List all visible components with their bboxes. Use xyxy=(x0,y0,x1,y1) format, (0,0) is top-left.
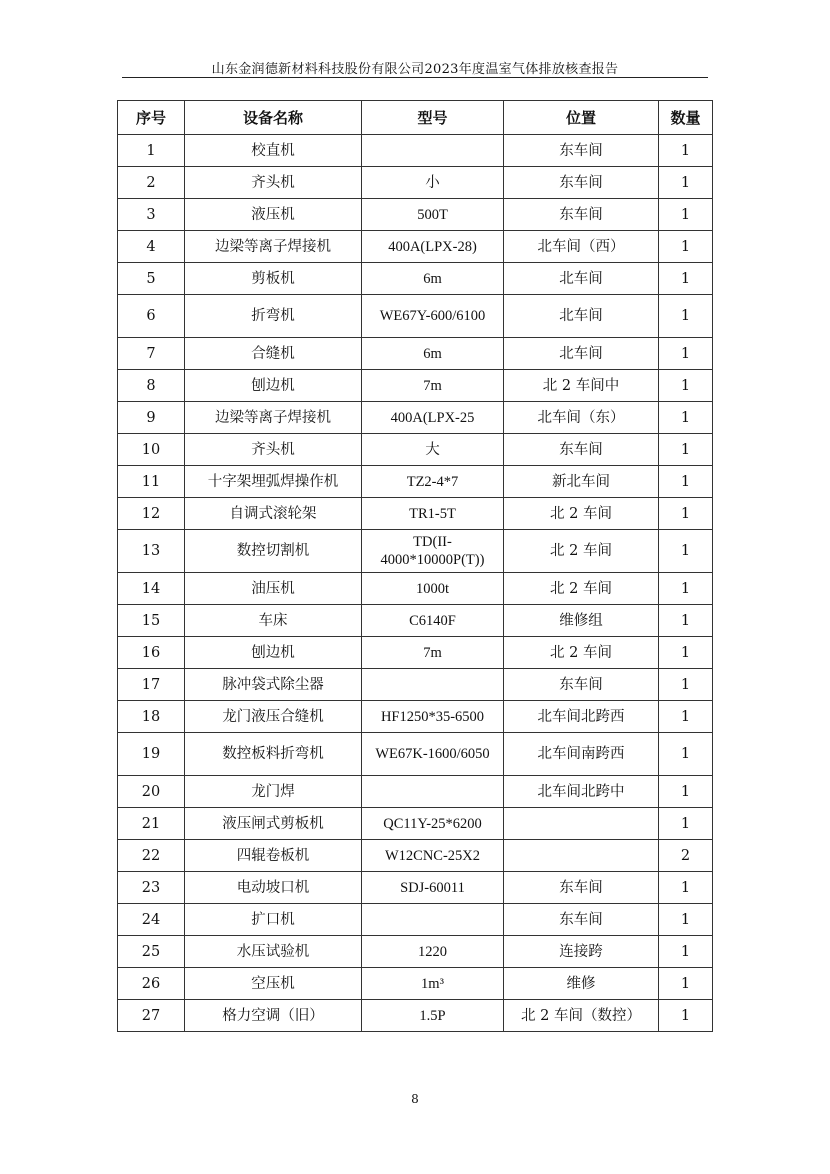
cell-qty: 1 xyxy=(659,776,713,808)
cell-location: 东车间 xyxy=(504,135,659,167)
cell-model: QC11Y-25*6200 xyxy=(362,808,504,840)
cell-name: 水压试验机 xyxy=(185,936,362,968)
cell-qty: 1 xyxy=(659,263,713,295)
cell-qty: 1 xyxy=(659,338,713,370)
cell-location: 新北车间 xyxy=(504,466,659,498)
cell-qty: 1 xyxy=(659,1000,713,1032)
cell-no: 4 xyxy=(118,231,185,263)
cell-no: 15 xyxy=(118,605,185,637)
cell-location: 东车间 xyxy=(504,904,659,936)
cell-no: 12 xyxy=(118,498,185,530)
cell-name: 液压机 xyxy=(185,199,362,231)
cell-model: 1m³ xyxy=(362,968,504,1000)
cell-model: TR1-5T xyxy=(362,498,504,530)
cell-location: 北车间 xyxy=(504,338,659,370)
table-row xyxy=(118,808,713,840)
cell-name: 齐头机 xyxy=(185,167,362,199)
cell-no: 23 xyxy=(118,872,185,904)
cell-qty: 1 xyxy=(659,466,713,498)
table-row xyxy=(118,434,713,466)
cell-qty: 1 xyxy=(659,968,713,1000)
cell-name: 数控切割机 xyxy=(185,530,362,573)
table-row xyxy=(118,199,713,231)
cell-no: 3 xyxy=(118,199,185,231)
header-name: 设备名称 xyxy=(185,101,362,135)
cell-model: C6140F xyxy=(362,605,504,637)
cell-name: 剪板机 xyxy=(185,263,362,295)
cell-qty: 1 xyxy=(659,199,713,231)
cell-model xyxy=(362,904,504,936)
table-row xyxy=(118,135,713,167)
cell-no: 21 xyxy=(118,808,185,840)
cell-name: 龙门液压合缝机 xyxy=(185,701,362,733)
cell-no: 26 xyxy=(118,968,185,1000)
cell-name: 校直机 xyxy=(185,135,362,167)
table-row xyxy=(118,530,713,573)
cell-name: 脉冲袋式除尘器 xyxy=(185,669,362,701)
table-row xyxy=(118,637,713,669)
cell-location: 维修 xyxy=(504,968,659,1000)
table-header-row xyxy=(118,101,713,135)
cell-qty: 1 xyxy=(659,637,713,669)
cell-model: SDJ-60011 xyxy=(362,872,504,904)
page-header: 山东金润德新材料科技股份有限公司2023年度温室气体排放核查报告 xyxy=(211,62,619,77)
cell-no: 1 xyxy=(118,135,185,167)
cell-location: 北车间 xyxy=(504,295,659,338)
cell-qty: 1 xyxy=(659,605,713,637)
cell-location: 北 2 车间 xyxy=(504,637,659,669)
table-row xyxy=(118,701,713,733)
cell-location: 北 2 车间 xyxy=(504,573,659,605)
cell-qty: 1 xyxy=(659,701,713,733)
cell-name: 车床 xyxy=(185,605,362,637)
cell-name: 龙门焊 xyxy=(185,776,362,808)
cell-model: TD(II-4000*10000P(T)) xyxy=(362,530,504,573)
header-model: 型号 xyxy=(362,101,504,135)
cell-qty: 1 xyxy=(659,402,713,434)
cell-qty: 2 xyxy=(659,840,713,872)
cell-no: 9 xyxy=(118,402,185,434)
table-row xyxy=(118,840,713,872)
table-row xyxy=(118,904,713,936)
cell-name: 边梁等离子焊接机 xyxy=(185,402,362,434)
cell-model: W12CNC-25X2 xyxy=(362,840,504,872)
equipment-table xyxy=(117,100,713,1032)
table-row xyxy=(118,776,713,808)
table-row xyxy=(118,402,713,434)
cell-location: 北车间 xyxy=(504,263,659,295)
table-row xyxy=(118,733,713,776)
cell-model: TZ2-4*7 xyxy=(362,466,504,498)
table-row xyxy=(118,669,713,701)
cell-qty: 1 xyxy=(659,808,713,840)
cell-no: 8 xyxy=(118,370,185,402)
cell-no: 19 xyxy=(118,733,185,776)
table-row xyxy=(118,872,713,904)
cell-location xyxy=(504,840,659,872)
cell-name: 合缝机 xyxy=(185,338,362,370)
cell-qty: 1 xyxy=(659,669,713,701)
cell-qty: 1 xyxy=(659,135,713,167)
table-row xyxy=(118,167,713,199)
cell-model: 6m xyxy=(362,338,504,370)
cell-location: 北 2 车间（数控） xyxy=(504,1000,659,1032)
cell-qty: 1 xyxy=(659,231,713,263)
cell-location: 北车间（西） xyxy=(504,231,659,263)
cell-model: 1220 xyxy=(362,936,504,968)
cell-qty: 1 xyxy=(659,167,713,199)
cell-model: 400A(LPX-28) xyxy=(362,231,504,263)
cell-location: 北 2 车间 xyxy=(504,530,659,573)
cell-name: 液压闸式剪板机 xyxy=(185,808,362,840)
header-location: 位置 xyxy=(504,101,659,135)
cell-model: 1.5P xyxy=(362,1000,504,1032)
cell-no: 6 xyxy=(118,295,185,338)
cell-location: 东车间 xyxy=(504,199,659,231)
cell-qty: 1 xyxy=(659,434,713,466)
cell-location: 北车间北跨西 xyxy=(504,701,659,733)
cell-no: 11 xyxy=(118,466,185,498)
cell-qty: 1 xyxy=(659,530,713,573)
cell-model xyxy=(362,669,504,701)
cell-name: 十字架埋弧焊操作机 xyxy=(185,466,362,498)
table-row xyxy=(118,466,713,498)
cell-qty: 1 xyxy=(659,733,713,776)
cell-model: WE67Y-600/6100 xyxy=(362,295,504,338)
table-row xyxy=(118,936,713,968)
cell-no: 14 xyxy=(118,573,185,605)
table-row xyxy=(118,498,713,530)
cell-name: 折弯机 xyxy=(185,295,362,338)
cell-no: 17 xyxy=(118,669,185,701)
table-row xyxy=(118,338,713,370)
cell-no: 5 xyxy=(118,263,185,295)
cell-no: 25 xyxy=(118,936,185,968)
table-row xyxy=(118,968,713,1000)
cell-name: 空压机 xyxy=(185,968,362,1000)
cell-name: 扩口机 xyxy=(185,904,362,936)
cell-qty: 1 xyxy=(659,904,713,936)
header-qty: 数量 xyxy=(659,101,713,135)
cell-name: 格力空调（旧） xyxy=(185,1000,362,1032)
page-number: 8 xyxy=(411,1092,419,1106)
cell-qty: 1 xyxy=(659,295,713,338)
cell-location: 东车间 xyxy=(504,434,659,466)
cell-no: 2 xyxy=(118,167,185,199)
cell-location: 连接跨 xyxy=(504,936,659,968)
cell-location: 北车间北跨中 xyxy=(504,776,659,808)
cell-model: 大 xyxy=(362,434,504,466)
header-rule xyxy=(122,77,708,78)
cell-model: 500T xyxy=(362,199,504,231)
cell-qty: 1 xyxy=(659,573,713,605)
cell-location: 北车间南跨西 xyxy=(504,733,659,776)
cell-name: 齐头机 xyxy=(185,434,362,466)
cell-model: 7m xyxy=(362,370,504,402)
cell-no: 18 xyxy=(118,701,185,733)
cell-model xyxy=(362,776,504,808)
cell-no: 16 xyxy=(118,637,185,669)
table-row xyxy=(118,605,713,637)
cell-no: 10 xyxy=(118,434,185,466)
cell-name: 油压机 xyxy=(185,573,362,605)
cell-model xyxy=(362,135,504,167)
table-row xyxy=(118,573,713,605)
cell-no: 13 xyxy=(118,530,185,573)
cell-no: 7 xyxy=(118,338,185,370)
cell-location: 北车间（东） xyxy=(504,402,659,434)
table-row xyxy=(118,370,713,402)
table-row xyxy=(118,263,713,295)
cell-name: 自调式滚轮架 xyxy=(185,498,362,530)
cell-no: 24 xyxy=(118,904,185,936)
cell-model: 6m xyxy=(362,263,504,295)
cell-qty: 1 xyxy=(659,936,713,968)
cell-name: 电动坡口机 xyxy=(185,872,362,904)
cell-model: 7m xyxy=(362,637,504,669)
cell-model: 1000t xyxy=(362,573,504,605)
cell-location: 北 2 车间中 xyxy=(504,370,659,402)
cell-no: 22 xyxy=(118,840,185,872)
cell-location: 东车间 xyxy=(504,872,659,904)
cell-model: 400A(LPX-25 xyxy=(362,402,504,434)
cell-location: 东车间 xyxy=(504,167,659,199)
cell-name: 四辊卷板机 xyxy=(185,840,362,872)
cell-qty: 1 xyxy=(659,872,713,904)
header-no: 序号 xyxy=(118,101,185,135)
cell-name: 边梁等离子焊接机 xyxy=(185,231,362,263)
cell-qty: 1 xyxy=(659,498,713,530)
cell-model: 小 xyxy=(362,167,504,199)
cell-location xyxy=(504,808,659,840)
cell-model: WE67K-1600/6050 xyxy=(362,733,504,776)
cell-name: 刨边机 xyxy=(185,637,362,669)
cell-name: 刨边机 xyxy=(185,370,362,402)
cell-model: HF1250*35-6500 xyxy=(362,701,504,733)
cell-location: 维修组 xyxy=(504,605,659,637)
cell-qty: 1 xyxy=(659,370,713,402)
cell-name: 数控板料折弯机 xyxy=(185,733,362,776)
table-row xyxy=(118,295,713,338)
cell-location: 北 2 车间 xyxy=(504,498,659,530)
cell-no: 20 xyxy=(118,776,185,808)
cell-no: 27 xyxy=(118,1000,185,1032)
cell-location: 东车间 xyxy=(504,669,659,701)
table-row xyxy=(118,1000,713,1032)
table-row xyxy=(118,231,713,263)
